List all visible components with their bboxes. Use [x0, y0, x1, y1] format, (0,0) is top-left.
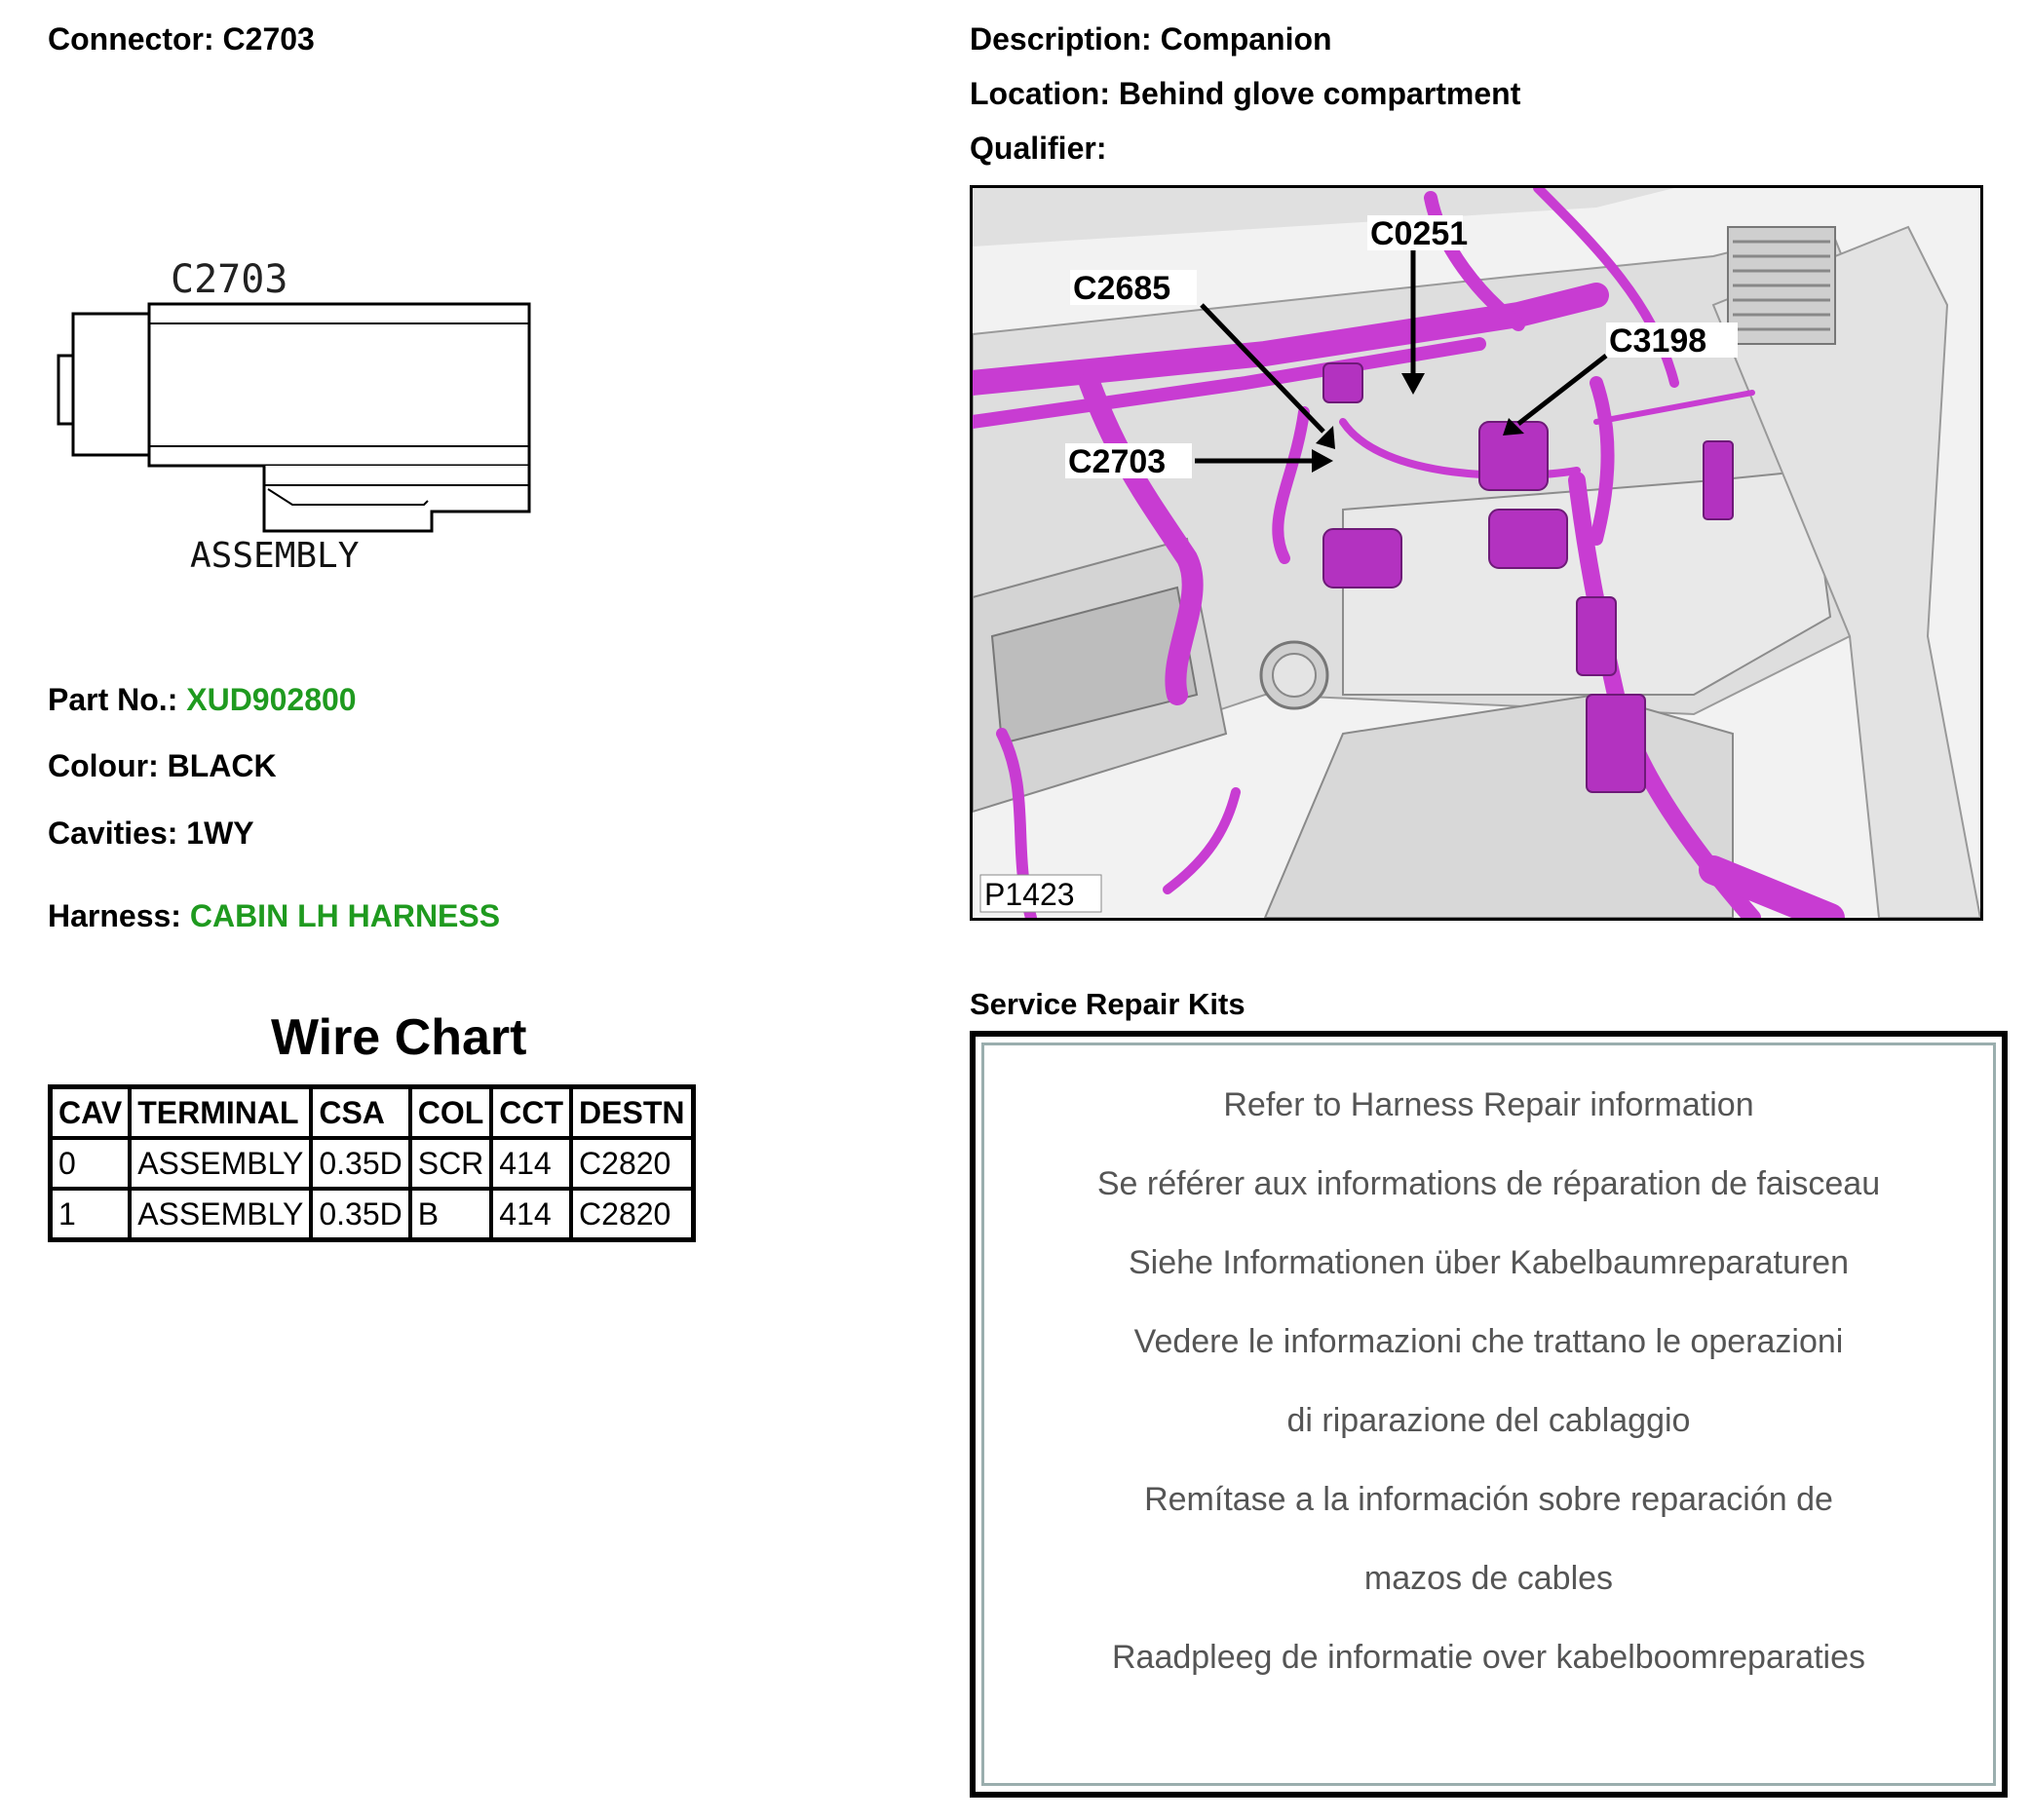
drawing-title: C2703	[171, 257, 288, 302]
cavities-label: Cavities:	[48, 815, 178, 851]
description-label: Description:	[970, 21, 1152, 57]
connector-body-left	[73, 314, 149, 455]
description-line	[970, 21, 1332, 57]
connector-label: Connector:	[48, 21, 214, 57]
harness-link[interactable]: CABIN LH HARNESS	[189, 898, 501, 933]
repair-kits-inner	[981, 1043, 1996, 1786]
figure-ref-label: P1423	[984, 877, 1075, 912]
description-value: Companion	[1160, 21, 1332, 57]
table-row	[51, 1138, 694, 1189]
location-value: Behind glove compartment	[1118, 76, 1521, 111]
repair-kits-box	[970, 1031, 2008, 1798]
table-row	[51, 1189, 694, 1240]
harness-label: Harness:	[48, 898, 181, 933]
connector-latch	[264, 466, 529, 531]
callout-label: C0251	[1370, 215, 1469, 252]
cell-cct: 414	[491, 1189, 571, 1240]
cell-destn: C2820	[571, 1189, 693, 1240]
table-header-row	[51, 1087, 694, 1139]
callout-label: C3198	[1609, 322, 1707, 360]
cell-csa: 0.35D	[311, 1138, 409, 1189]
header-col: COL	[410, 1087, 492, 1139]
colour-label: Colour:	[48, 748, 159, 783]
connector-line	[48, 21, 315, 57]
cell-terminal: ASSEMBLY	[130, 1189, 311, 1240]
cell-destn: C2820	[571, 1138, 693, 1189]
qualifier-line	[970, 131, 1106, 167]
kit-line: Remítase a la información sobre reparación de	[1144, 1481, 1833, 1518]
connector-value: C2703	[222, 21, 315, 57]
location-line	[970, 76, 1520, 112]
location-figure	[970, 185, 1983, 921]
cell-col: B	[410, 1189, 492, 1240]
cavities-line	[48, 815, 254, 852]
part-no-label: Part No.:	[48, 682, 178, 717]
qualifier-label: Qualifier:	[970, 131, 1107, 166]
connector-body-main	[149, 304, 529, 466]
header-cct: CCT	[491, 1087, 571, 1139]
kit-line: Se référer aux informations de réparation de faisceau	[1096, 1165, 1881, 1202]
dashboard-illustration	[973, 188, 1980, 918]
part-no-line	[48, 682, 357, 718]
kit-line: Raadpleeg de informatie over kabelboomreparaties	[1111, 1639, 1866, 1676]
header-destn: DESTN	[571, 1087, 693, 1139]
header-csa: CSA	[311, 1087, 409, 1139]
part-no-link[interactable]: XUD902800	[186, 682, 357, 717]
colour-line	[48, 748, 277, 784]
header-terminal: TERMINAL	[130, 1087, 311, 1139]
kit-line: Vedere le informazioni che trattano le operazioni	[1133, 1323, 1844, 1360]
figure-ref	[980, 875, 1101, 912]
cavities-value: 1WY	[186, 815, 254, 851]
cell-terminal: ASSEMBLY	[130, 1138, 311, 1189]
connector-drawing	[54, 253, 560, 585]
wire-chart-title: Wire Chart	[271, 1009, 527, 1066]
callout-label: C2685	[1073, 270, 1171, 307]
drawing-caption: ASSEMBLY	[190, 536, 360, 576]
kit-line: di riparazione del cablaggio	[1286, 1402, 1691, 1439]
location-label: Location:	[970, 76, 1110, 111]
cell-cav: 1	[51, 1189, 131, 1240]
header-cav: CAV	[51, 1087, 131, 1139]
cell-col: SCR	[410, 1138, 492, 1189]
kit-line: mazos de cables	[1363, 1560, 1614, 1597]
air-vent	[1728, 227, 1835, 344]
cell-cct: 414	[491, 1138, 571, 1189]
connector-tab	[58, 356, 73, 424]
wire-chart-table	[48, 1084, 696, 1242]
harness-line	[48, 898, 500, 934]
cell-cav: 0	[51, 1138, 131, 1189]
colour-value: BLACK	[167, 748, 277, 783]
callout-label: C2703	[1068, 443, 1167, 480]
cell-csa: 0.35D	[311, 1189, 409, 1240]
kit-line: Refer to Harness Repair information	[1223, 1086, 1754, 1123]
kit-line: Siehe Informationen über Kabelbaumreparaturen	[1128, 1244, 1850, 1281]
repair-kits-title: Service Repair Kits	[970, 987, 1245, 1021]
